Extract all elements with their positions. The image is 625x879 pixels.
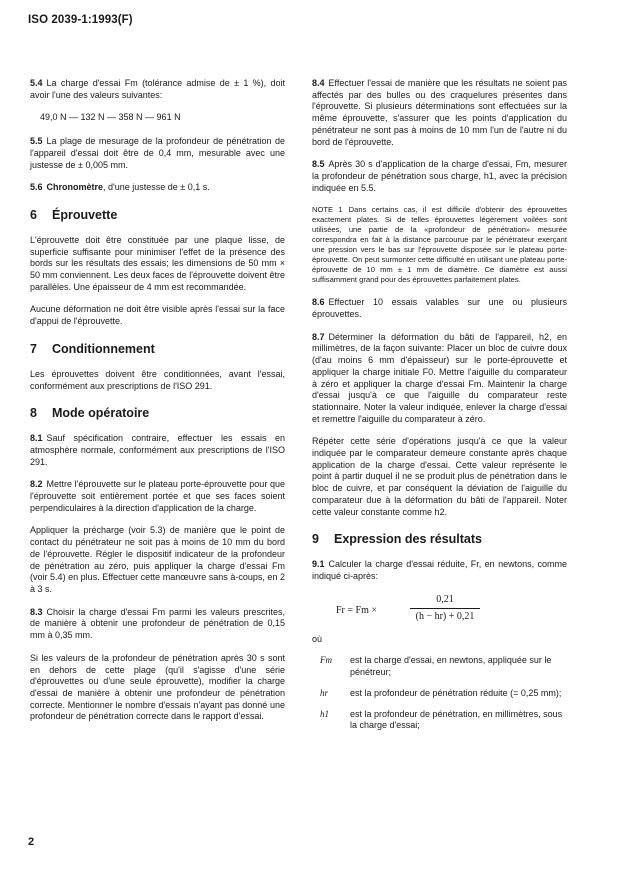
clause-8-3	[30, 607, 285, 642]
definition-symbol: h1	[320, 708, 329, 719]
formula-lhs: Fr = Fm ×	[336, 604, 378, 616]
formula-numerator: 0,21	[436, 593, 454, 605]
definition-symbol: hr	[320, 687, 329, 698]
definition-item	[312, 688, 567, 700]
heading-9	[312, 532, 567, 547]
paragraph: Les éprouvettes doivent être conditionnées, avant l'essai, conformément aux prescriptions de l'ISO 291.	[30, 368, 285, 391]
clause-number: 5.5	[30, 136, 43, 147]
note-text: Dans certains cas, il est difficile d'obtenir des éprouvettes exactement plates. Si de telles éprouvettes légèrement voilées sont utilisées, une partie de la «profondeur de pénétration» mesurée correspondra en fait à la distance parcourue par le pénétrateur exerçant une pression vers le bas sur l'éprouvette disposée sur le plateau porte-éprouvette. On peut surmonter cette difficulté en utilisant une plateau porte-éprouvette de 10 mm ± 1 mm de diamètre. Ce diamètre est aussi suffisamment grand pour des éprouvettes parfaitement plates.	[312, 205, 567, 285]
page-header: ISO 2039-1:1993(F)	[28, 14, 133, 26]
clause-5-5	[30, 136, 285, 171]
clause-text: La charge d'essai Fm (tolérance admise de ± 1 %), doit avoir l'une des valeurs suivantes:	[30, 78, 285, 100]
left-column	[30, 78, 285, 734]
clause-text: Mettre l'éprouvette sur le plateau porte-éprouvette pour que l'éprouvette soit entièrement portée et que ses faces soient perpendiculaires à la direction d'application de la charge.	[30, 479, 285, 513]
note-label: NOTE 1	[312, 205, 343, 215]
clause-number: 8.5	[312, 159, 325, 170]
formula-denominator: (h − hr) + 0,21	[415, 610, 475, 622]
clause-8-6	[312, 297, 567, 320]
paragraph: Appliquer la précharge (voir 5.3) de manière que le point de contact du pénétrateur ne soit pas à moins de 10 mm du bord de l'éprouvette. Régler le dispositif indicateur de la profondeur de pénétration au zéro, puis appliquer la charge d'essai Fm (voir 5.4) en plus. Effectuer cette manœuvre sans à-coups, en 2 à 3 s.	[30, 525, 285, 594]
clause-9-1	[312, 559, 567, 582]
heading-title: Conditionnement	[52, 341, 155, 356]
clause-5-6	[30, 182, 285, 194]
clause-text: Effectuer l'essai de manière que les résultats ne soient pas affectés par des bulles ou des craquelures présentes dans l'éprouvette. Si plusieurs déterminations sont effectuées sur la même éprouvette, s'assurer que les points d'application du pénétrateur ne sont pas à moins de 10 mm l'un de l'autre ni du bord de l'éprouvette.	[312, 78, 567, 147]
heading-number: 9	[312, 532, 319, 547]
heading-6	[30, 208, 285, 223]
right-column	[312, 78, 567, 741]
heading-number: 8	[30, 406, 37, 421]
clause-number: 8.6	[312, 297, 325, 308]
clause-number: 8.4	[312, 78, 325, 88]
clause-8-4	[312, 78, 567, 148]
clause-text: Effectuer 10 essais valables sur une ou plusieurs éprouvettes.	[312, 297, 567, 320]
clause-text: Sauf spécification contraire, effectuer les essais en atmosphère normale, conformément aux prescriptions de l'ISO 291.	[30, 433, 285, 467]
clause-8-5	[312, 159, 567, 194]
heading-title: Mode opératoire	[52, 406, 150, 421]
heading-title: Éprouvette	[52, 207, 118, 222]
definition-text: est la profondeur de pénétration réduite (= 0,25 mm);	[350, 687, 562, 698]
clause-number: 8.2	[30, 479, 43, 490]
definition-text: est la profondeur de pénétration, en millimètres, sous la charge d'essai;	[350, 708, 563, 731]
paragraph: Répéter cette série d'opérations jusqu'à ce que la valeur indiquée par le comparateur demeure constante après chaque application de la charge d'essai. Cette valeur représente le point à partir duquel il ne se produit plus de pénétration dans le bloc de cuivre, et par conséquent la déviation de l'aiguille du comparateur due à la déformation du bâti de l'appareil. Noter cette valeur constante comme h2.	[312, 436, 567, 517]
clause-number: 5.4	[30, 78, 43, 88]
clause-text: Choisir la charge d'essai Fm parmi les valeurs prescrites, de manière à obtenir une profondeur de pénétration de 0,15 mm à 0,35 mm.	[30, 606, 285, 641]
clause-title: Chronomètre	[46, 182, 104, 193]
clause-text: La plage de mesurage de la profondeur de pénétration de l'appareil d'essai doit être de 0,4 mm, mesurable avec une justesse de ± 0,005 mm.	[30, 136, 285, 170]
clause-number: 8.3	[30, 606, 43, 617]
where-label: où	[312, 633, 323, 644]
clause-number: 9.1	[312, 559, 325, 570]
heading-7	[30, 342, 285, 357]
clause-text: Déterminer la déformation du bâti de l'appareil, h2, en millimètres, de la façon suivante: Placer un bloc de cuivre doux (d'au moins 6 mm d'épaisseur) sur le porte-éprouvette et appliquer la charge initiale F0. Mettre l'aiguille du comparateur à zéro et appliquer la charge d'essai Fm. Maintenir la charge d'essai jusqu'à ce que l'aiguille du comparateur reste stationnaire. Noter la valeur indiquée, enlever la charge d'essai et remettre l'aiguille du comparateur à zéro.	[312, 331, 567, 424]
clause-number: 5.6	[30, 182, 43, 193]
note-1	[312, 205, 567, 285]
heading-number: 7	[30, 341, 37, 356]
paragraph: L'éprouvette doit être constituée par une plaque lisse, de superficie suffisante pour minimiser l'effet de la présence des bords sur les résultats des essais; les dimensions de 50 mm × 50 mm conviennent. Les deux faces de l'éprouvette doivent être parallèles. Une épaisseur de 4 mm est recommandée.	[30, 234, 285, 292]
clause-number: 8.1	[30, 433, 43, 444]
heading-number: 6	[30, 207, 37, 222]
paragraph: Aucune déformation ne doit être visible après l'essai sur la face d'appui de l'éprouvette.	[30, 304, 285, 327]
reduced-load-formula	[336, 594, 567, 628]
clause-number: 8.7	[312, 331, 325, 342]
heading-8	[30, 406, 285, 421]
clause-8-2	[30, 479, 285, 514]
definition-symbol: Fm	[320, 655, 332, 666]
definition-text: est la charge d'essai, en newtons, appliquée sur le pénétreur;	[350, 655, 552, 678]
page-number: 2	[28, 836, 35, 848]
paragraph: Si les valeurs de la profondeur de pénétration après 30 s sont en dehors de cette plage (qu'il s'agisse d'une série d'éprouvettes ou d'une seule éprouvette), modifier la charge d'essai de manière à obtenir une profondeur de pénétration correcte. Mentionner le nombre d'essais n'ayant pas donné une profondeur de pénétration correcte dans le rapport d'essai.	[30, 652, 285, 722]
heading-title: Expression des résultats	[334, 532, 482, 547]
clause-text: , d'une justesse de ± 0,1 s.	[103, 182, 210, 193]
clause-8-7	[312, 332, 567, 426]
test-load-values: 49,0 N — 132 N — 358 N — 961 N	[40, 112, 181, 123]
clause-5-4	[30, 78, 285, 101]
clause-text: Calculer la charge d'essai réduite, Fr, en newtons, comme indiqué ci-après:	[312, 559, 567, 581]
definition-item	[312, 709, 567, 732]
clause-text: Après 30 s d'application de la charge d'essai, Fm, mesurer la profondeur de pénétration sous charge, h1, avec la précision indiquée en 5.5.	[312, 159, 567, 193]
clause-8-1	[30, 433, 285, 468]
fraction-bar	[410, 608, 480, 609]
definition-item	[312, 655, 567, 678]
